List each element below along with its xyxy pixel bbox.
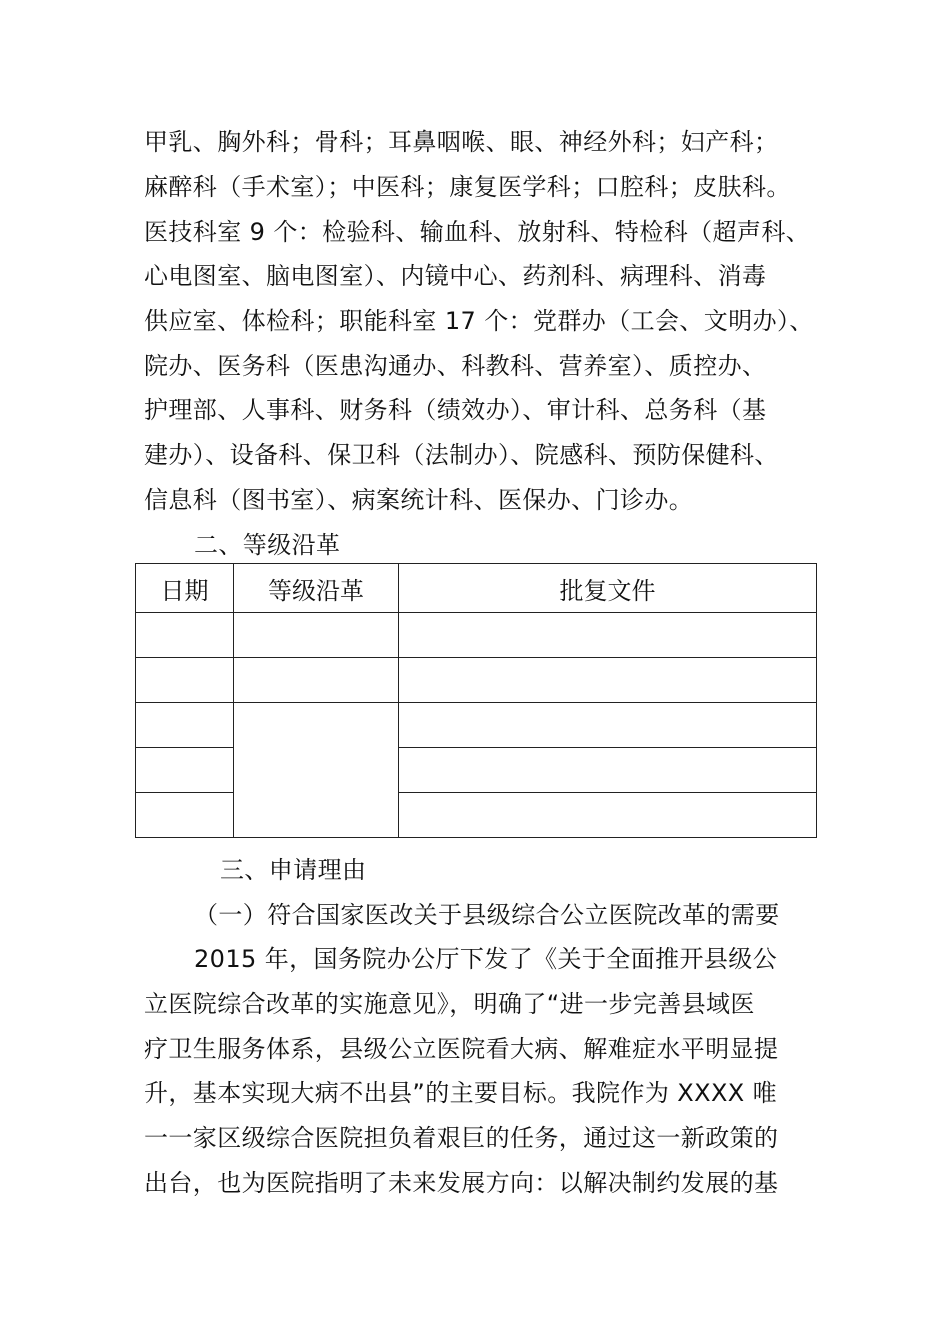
- section-heading-reasons: 三、申请理由: [220, 856, 367, 884]
- body-line: 2015 年，国务院办公厅下发了《关于全面推开县级公: [194, 945, 778, 973]
- paragraph-line: 信息科（图书室）、病案统计科、医保办、门诊办。: [144, 486, 694, 514]
- table-cell: [399, 748, 817, 793]
- body-line: 立医院综合改革的实施意见》，明确了“进一步完善县域医: [144, 990, 755, 1018]
- table-row: [136, 658, 817, 703]
- table-row: [136, 703, 817, 748]
- table-row: [136, 613, 817, 658]
- paragraph-line: 建办）、设备科、保卫科（法制办）、院感科、预防保健科、: [144, 441, 779, 469]
- body-line: 疗卫生服务体系，县级公立医院看大病、解难症水平明显提: [144, 1035, 779, 1063]
- table-header-approval-document: 批复文件: [399, 564, 817, 613]
- grade-history-table: [135, 563, 817, 838]
- table-cell: [399, 658, 817, 703]
- paragraph-line: 心电图室、脑电图室）、内镜中心、药剂科、病理科、消毒: [144, 262, 767, 290]
- table-cell: [136, 703, 234, 748]
- table-cell: [136, 793, 234, 838]
- table-cell: [136, 748, 234, 793]
- table-cell: [136, 613, 234, 658]
- body-line: 升，基本实现大病不出县”的主要目标。我院作为 XXXX 唯: [144, 1079, 778, 1107]
- paragraph-line: 院办、医务科（医患沟通办、科教科、营养室）、质控办、: [144, 352, 767, 380]
- table-cell: [234, 658, 399, 703]
- paragraph-line: 供应室、体检科；职能科室 17 个：党群办（工会、文明办）、: [144, 307, 814, 335]
- table-cell: [399, 703, 817, 748]
- paragraph-line: 护理部、人事科、财务科（绩效办）、审计科、总务科（基: [144, 396, 767, 424]
- table-cell: [136, 658, 234, 703]
- body-line: 出台，也为医院指明了未来发展方向：以解决制约发展的基: [144, 1169, 779, 1197]
- table-header-grade-history: 等级沿革: [234, 564, 399, 613]
- paragraph-line: 甲乳、胸外科；骨科；耳鼻咽喉、眼、神经外科；妇产科；: [144, 128, 779, 156]
- table-cell: [234, 613, 399, 658]
- table-merged-cell: [234, 703, 399, 838]
- table-header-row: [136, 564, 817, 613]
- subsection-heading: （一）符合国家医改关于县级综合公立医院改革的需要: [194, 901, 780, 929]
- paragraph-line: 麻醉科（手术室）；中医科；康复医学科；口腔科；皮肤科。: [144, 173, 791, 201]
- paragraph-line: 医技科室 9 个：检验科、输血科、放射科、特检科（超声科、: [144, 218, 811, 246]
- table-cell: [399, 613, 817, 658]
- table-cell: [399, 793, 817, 838]
- section-heading-grade-history: 二、等级沿革: [194, 531, 341, 559]
- body-line: 一一家区级综合医院担负着艰巨的任务，通过这一新政策的: [144, 1124, 779, 1152]
- table-header-date: 日期: [136, 564, 234, 613]
